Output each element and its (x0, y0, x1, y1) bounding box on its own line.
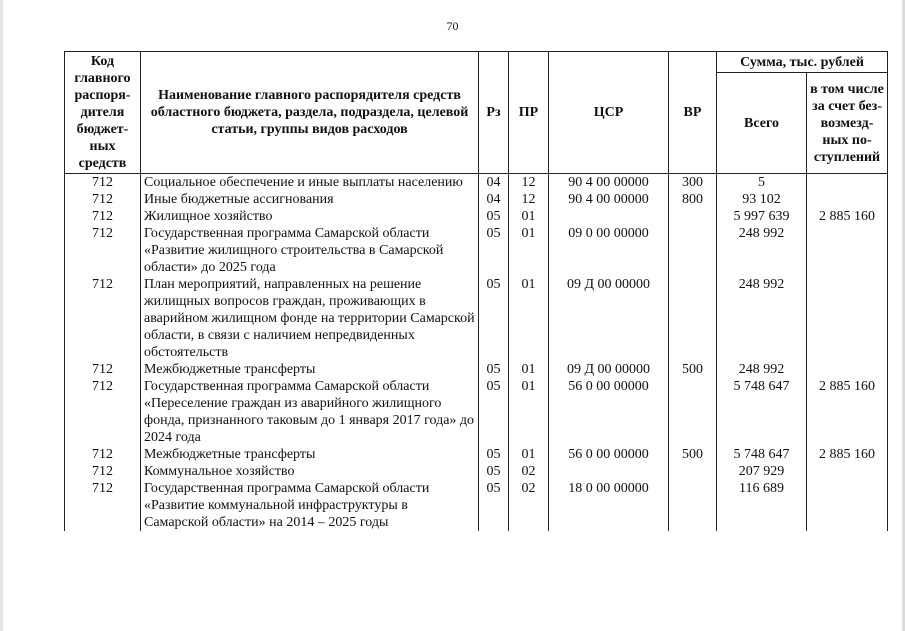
cell-total: 248 992 (717, 276, 807, 361)
cell-code: 712 (65, 446, 141, 463)
cell-total: 5 997 639 (717, 208, 807, 225)
cell-name: Коммунальное хозяйство (141, 463, 479, 480)
cell-name: Межбюджетные трансферты (141, 361, 479, 378)
cell-vr (669, 378, 717, 446)
header-vr: ВР (669, 52, 717, 174)
cell-pr: 02 (509, 463, 549, 480)
cell-code: 712 (65, 361, 141, 378)
cell-rz: 05 (479, 361, 509, 378)
cell-pr: 01 (509, 378, 549, 446)
cell-code: 712 (65, 463, 141, 480)
table-row (65, 225, 888, 276)
cell-pr: 12 (509, 191, 549, 208)
cell-rz: 05 (479, 225, 509, 276)
cell-rz: 05 (479, 378, 509, 446)
cell-code: 712 (65, 378, 141, 446)
cell-including: 2 885 160 (807, 378, 888, 446)
table-row (65, 208, 888, 225)
cell-name: Иные бюджетные ассигнования (141, 191, 479, 208)
cell-total: 207 929 (717, 463, 807, 480)
cell-csr: 56 0 00 00000 (549, 378, 669, 446)
cell-total: 248 992 (717, 225, 807, 276)
header-sum-group: Сумма, тыс. рублей (717, 52, 888, 73)
cell-pr: 01 (509, 446, 549, 463)
cell-including (807, 276, 888, 361)
cell-vr: 800 (669, 191, 717, 208)
cell-name: Социальное обеспечение и иные выплаты населению (141, 174, 479, 192)
cell-vr (669, 463, 717, 480)
cell-csr: 90 4 00 00000 (549, 191, 669, 208)
table-row (65, 276, 888, 361)
cell-code: 712 (65, 208, 141, 225)
table-row (65, 463, 888, 480)
table-row (65, 480, 888, 531)
table-row (65, 174, 888, 192)
cell-name: План мероприятий, направленных на решение жилищных вопросов граждан, проживающих в аварийном жилищном фонде на территории Самарской области, в связи с наличием непредвиденных обстоятельств (141, 276, 479, 361)
scan-edge-left (0, 0, 3, 631)
table-row (65, 378, 888, 446)
header-total: Всего (717, 73, 807, 174)
cell-vr (669, 208, 717, 225)
header-pr: ПР (509, 52, 549, 174)
cell-code: 712 (65, 191, 141, 208)
cell-total: 5 748 647 (717, 378, 807, 446)
cell-csr: 09 Д 00 00000 (549, 361, 669, 378)
table-row (65, 191, 888, 208)
cell-total: 93 102 (717, 191, 807, 208)
cell-total: 5 (717, 174, 807, 192)
cell-csr (549, 463, 669, 480)
page-number: 70 (446, 19, 459, 33)
cell-csr: 09 Д 00 00000 (549, 276, 669, 361)
cell-pr: 01 (509, 361, 549, 378)
cell-rz: 05 (479, 208, 509, 225)
header-code: Код главного распоря-дителя бюджет-ных средств (65, 52, 141, 174)
table-row (65, 361, 888, 378)
cell-including (807, 225, 888, 276)
cell-vr (669, 225, 717, 276)
cell-code: 712 (65, 174, 141, 192)
cell-rz: 05 (479, 463, 509, 480)
cell-including (807, 191, 888, 208)
cell-vr (669, 276, 717, 361)
cell-name: Государственная программа Самарской области «Развитие жилищного строительства в Самарской области» до 2025 года (141, 225, 479, 276)
cell-including (807, 463, 888, 480)
header-including: в том числе за счет без-возмезд-ных по-ступлений (807, 73, 888, 174)
cell-name: Государственная программа Самарской области «Переселение граждан из аварийного жилищного фонда, признанного таковым до 1 января 2017 года» до 2024 года (141, 378, 479, 446)
cell-code: 712 (65, 276, 141, 361)
cell-pr: 12 (509, 174, 549, 192)
cell-rz: 05 (479, 480, 509, 531)
table-row (65, 446, 888, 463)
cell-pr: 01 (509, 208, 549, 225)
cell-pr: 01 (509, 225, 549, 276)
cell-rz: 05 (479, 446, 509, 463)
cell-vr: 500 (669, 361, 717, 378)
cell-pr: 02 (509, 480, 549, 531)
cell-including (807, 174, 888, 192)
cell-vr (669, 480, 717, 531)
cell-csr (549, 208, 669, 225)
cell-csr: 18 0 00 00000 (549, 480, 669, 531)
cell-csr: 09 0 00 00000 (549, 225, 669, 276)
cell-including: 2 885 160 (807, 208, 888, 225)
cell-pr: 01 (509, 276, 549, 361)
header-name: Наименование главного распорядителя средств областного бюджета, раздела, подраздела, целевой статьи, группы видов расходов (141, 52, 479, 174)
cell-name: Межбюджетные трансферты (141, 446, 479, 463)
cell-total: 116 689 (717, 480, 807, 531)
table-body (65, 174, 888, 532)
cell-vr: 300 (669, 174, 717, 192)
cell-including: 2 885 160 (807, 446, 888, 463)
cell-total: 248 992 (717, 361, 807, 378)
cell-vr: 500 (669, 446, 717, 463)
header-csr: ЦСР (549, 52, 669, 174)
cell-name: Жилищное хозяйство (141, 208, 479, 225)
header-rz: Рз (479, 52, 509, 174)
cell-code: 712 (65, 480, 141, 531)
cell-code: 712 (65, 225, 141, 276)
cell-csr: 56 0 00 00000 (549, 446, 669, 463)
cell-including (807, 361, 888, 378)
cell-csr: 90 4 00 00000 (549, 174, 669, 192)
cell-rz: 04 (479, 174, 509, 192)
cell-including (807, 480, 888, 531)
cell-total: 5 748 647 (717, 446, 807, 463)
cell-rz: 04 (479, 191, 509, 208)
cell-name: Государственная программа Самарской области «Развитие коммунальной инфраструктуры в Самарской области» на 2014 – 2025 годы (141, 480, 479, 531)
budget-table (64, 51, 888, 531)
cell-rz: 05 (479, 276, 509, 361)
